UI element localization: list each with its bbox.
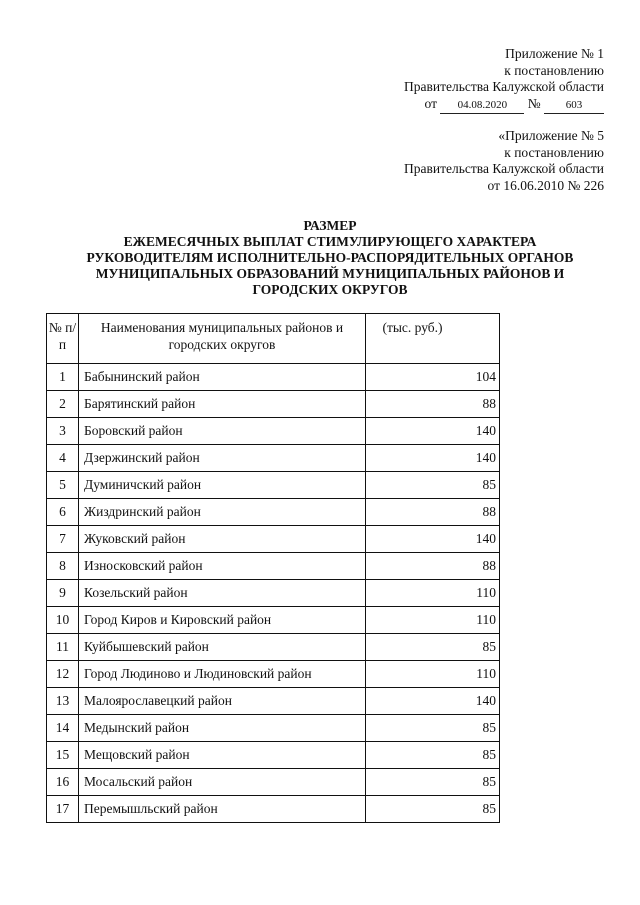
row-name: Медынский район	[79, 715, 366, 742]
annex-1-issuer: Правительства Калужской области	[403, 79, 604, 94]
header-name: Наименования муниципальных районов и городских округов	[79, 314, 366, 364]
row-num: 16	[47, 769, 79, 796]
row-value: 85	[366, 634, 500, 661]
table-row	[47, 796, 500, 823]
row-num: 4	[47, 445, 79, 472]
table-row	[47, 607, 500, 634]
row-name: Малоярославецкий район	[79, 688, 366, 715]
table-row	[47, 499, 500, 526]
row-value: 88	[366, 553, 500, 580]
table-row	[47, 364, 500, 391]
row-name: Перемышльский район	[79, 796, 366, 823]
table-header-row	[47, 314, 500, 364]
row-value: 88	[366, 391, 500, 418]
row-value: 85	[366, 715, 500, 742]
row-name: Козельский район	[79, 580, 366, 607]
annex-5-block	[404, 128, 604, 194]
row-name: Город Киров и Кировский район	[79, 607, 366, 634]
annex-5-issuer: Правительства Калужской области	[403, 161, 604, 176]
title-line-2: ЕЖЕМЕСЯЧНЫХ ВЫПЛАТ СТИМУЛИРУЮЩЕГО ХАРАКТЕРА	[123, 234, 537, 249]
row-name: Износковский район	[79, 553, 366, 580]
title-line-5: ГОРОДСКИХ ОКРУГОВ	[252, 282, 408, 297]
row-name: Барятинский район	[79, 391, 366, 418]
payments-table	[46, 313, 500, 823]
header-num: № п/п	[47, 314, 79, 364]
row-num: 2	[47, 391, 79, 418]
row-value: 140	[366, 688, 500, 715]
row-value: 110	[366, 661, 500, 688]
annex-1-num-label: №	[527, 95, 541, 111]
row-name: Мосальский район	[79, 769, 366, 796]
annex-5-subtitle: к постановлению	[504, 144, 604, 160]
row-name: Дзержинский район	[79, 445, 366, 472]
annex-1-date: 04.08.2020	[440, 97, 524, 115]
table-row	[47, 580, 500, 607]
row-name: Думиничский район	[79, 472, 366, 499]
annex-1-subtitle: к постановлению	[504, 62, 604, 78]
row-num: 1	[47, 364, 79, 391]
row-name: Боровский район	[79, 418, 366, 445]
title-line-4: МУНИЦИПАЛЬНЫХ ОБРАЗОВАНИЙ МУНИЦИПАЛЬНЫХ РАЙОНОВ И	[95, 266, 565, 281]
row-value: 85	[366, 742, 500, 769]
title-line-3: РУКОВОДИТЕЛЯМ ИСПОЛНИТЕЛЬНО-РАСПОРЯДИТЕЛЬНЫХ ОРГАНОВ	[86, 250, 574, 265]
table-row	[47, 418, 500, 445]
table-row	[47, 742, 500, 769]
row-num: 9	[47, 580, 79, 607]
row-num: 3	[47, 418, 79, 445]
row-num: 5	[47, 472, 79, 499]
row-num: 17	[47, 796, 79, 823]
table-row	[47, 472, 500, 499]
annex-5-date-line: от 16.06.2010 № 226	[487, 177, 604, 193]
annex-1-from-label: от	[424, 95, 437, 111]
row-num: 6	[47, 499, 79, 526]
annex-1-date-line	[404, 96, 604, 115]
row-name: Жиздринский район	[79, 499, 366, 526]
table-row	[47, 553, 500, 580]
document-title	[60, 218, 600, 298]
table-row	[47, 526, 500, 553]
annex-1-number: 603	[544, 97, 604, 115]
row-name: Мещовский район	[79, 742, 366, 769]
row-name: Жуковский район	[79, 526, 366, 553]
table-row	[47, 634, 500, 661]
table-body	[47, 364, 500, 823]
table-row	[47, 445, 500, 472]
row-num: 13	[47, 688, 79, 715]
row-num: 11	[47, 634, 79, 661]
row-num: 12	[47, 661, 79, 688]
row-num: 14	[47, 715, 79, 742]
row-num: 7	[47, 526, 79, 553]
row-value: 140	[366, 445, 500, 472]
row-num: 15	[47, 742, 79, 769]
row-value: 85	[366, 796, 500, 823]
title-line-1: РАЗМЕР	[303, 218, 357, 233]
row-num: 10	[47, 607, 79, 634]
row-value: 110	[366, 607, 500, 634]
annex-1-title: Приложение № 1	[505, 46, 604, 61]
annex-1-block	[404, 46, 604, 114]
row-value: 140	[366, 418, 500, 445]
row-name: Бабынинский район	[79, 364, 366, 391]
row-value: 85	[366, 472, 500, 499]
row-value: 85	[366, 769, 500, 796]
row-value: 110	[366, 580, 500, 607]
header-value: (тыс. руб.)	[366, 314, 500, 364]
annex-5-title: «Приложение № 5	[498, 128, 604, 143]
table-row	[47, 769, 500, 796]
row-value: 104	[366, 364, 500, 391]
row-name: Куйбышевский район	[79, 634, 366, 661]
table-row	[47, 688, 500, 715]
table-row	[47, 661, 500, 688]
row-name: Город Людиново и Людиновский район	[79, 661, 366, 688]
row-value: 88	[366, 499, 500, 526]
row-num: 8	[47, 553, 79, 580]
row-value: 140	[366, 526, 500, 553]
table-row	[47, 715, 500, 742]
table-row	[47, 391, 500, 418]
